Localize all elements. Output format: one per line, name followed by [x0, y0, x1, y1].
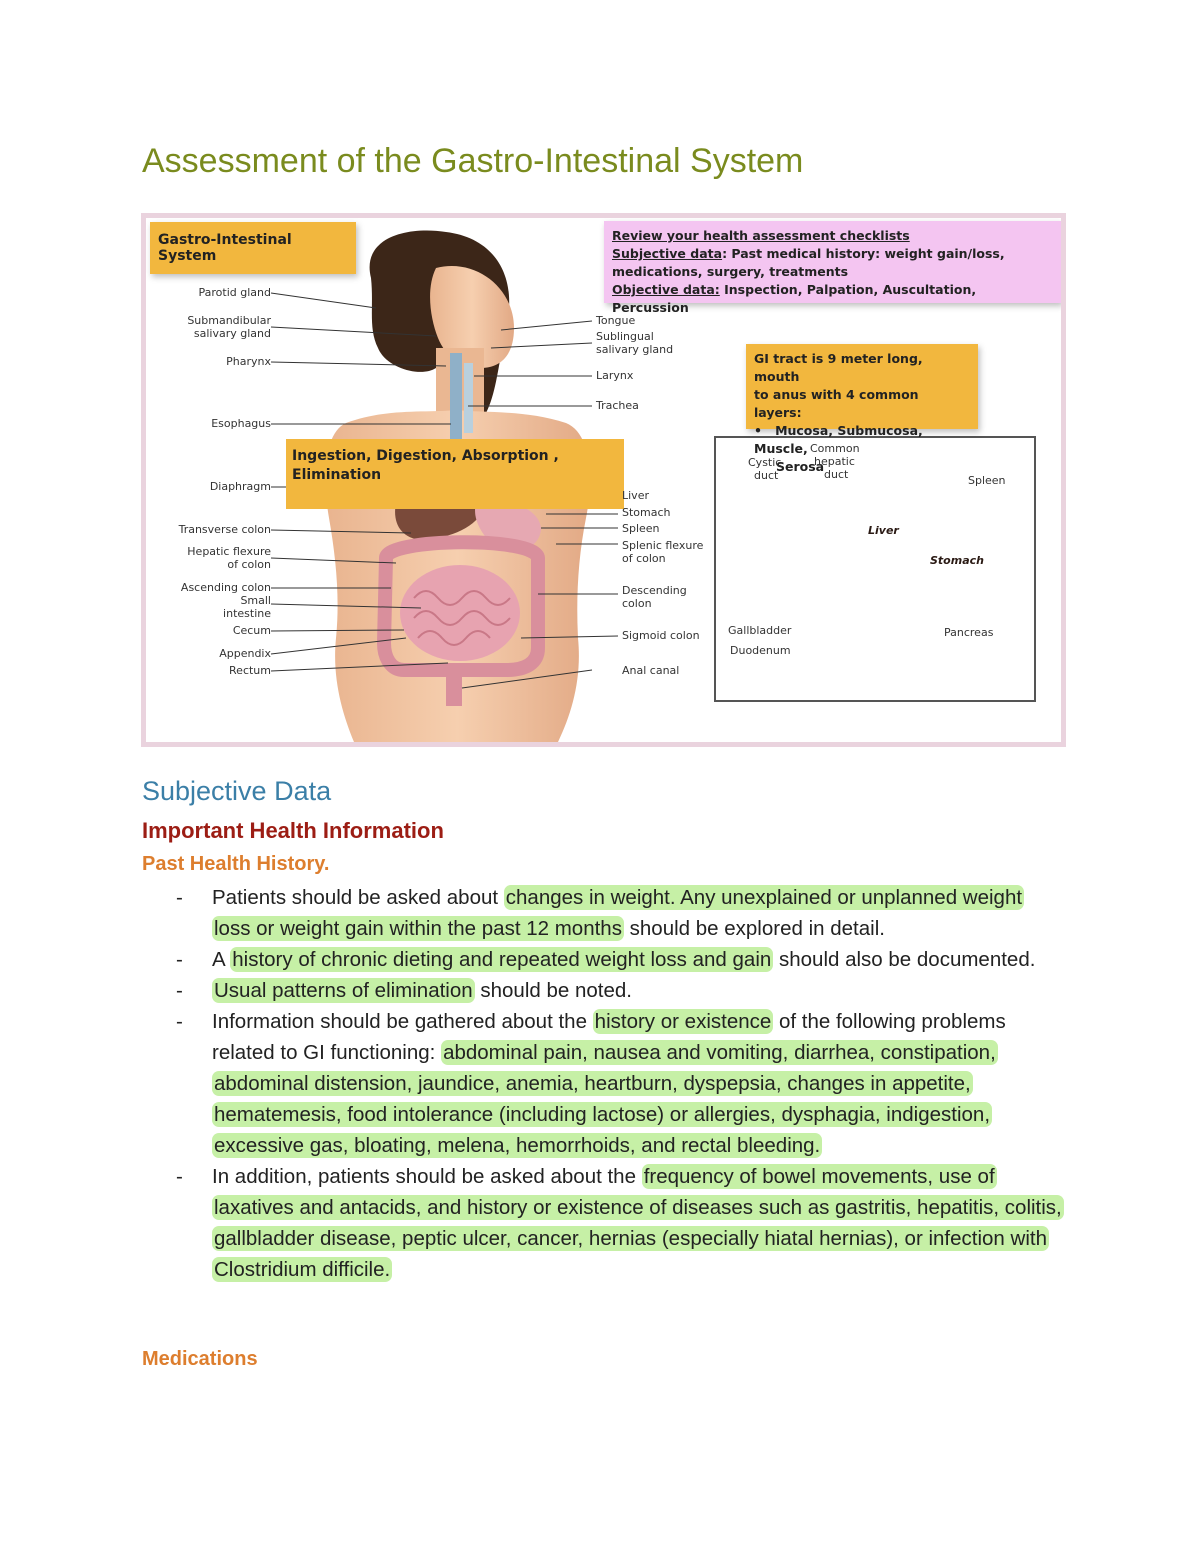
past-history-list	[142, 882, 1062, 1285]
label-sublingual-2: salivary gland	[596, 343, 674, 356]
bullet-dash: -	[176, 1165, 183, 1188]
label-cecum: Cecum	[232, 624, 271, 637]
label-hepatic-flexure-2: of colon	[227, 558, 271, 571]
review-subjective-label: Subjective data	[612, 246, 723, 261]
review-line-3: medications, surgery, treatments	[612, 264, 849, 279]
trachea-shape	[464, 363, 473, 433]
list-item	[142, 1161, 1062, 1285]
label-spleen: Spleen	[622, 522, 660, 535]
label-parotid: Parotid gland	[198, 286, 271, 299]
list-item	[142, 882, 1062, 944]
bullet-dash: -	[176, 886, 183, 909]
label-cystic-duct-2: duct	[754, 469, 779, 482]
review-objective-text: Inspection, Palpation, Auscultation, Percussion	[612, 282, 977, 315]
label-ascending-colon: Ascending colon	[180, 581, 271, 594]
review-subjective-text: : Past medical history: weight gain/loss,	[722, 246, 1005, 261]
highlight: history of chronic dieting and repeated weight loss and gain	[232, 948, 772, 971]
gi-line-3: Mucosa, Submucosa, Muscle,	[754, 423, 923, 456]
label-rectum: Rectum	[229, 664, 271, 677]
gi-bullet: •	[754, 423, 762, 438]
ingestion-line-1: Ingestion, Digestion, Absorption ,	[292, 448, 559, 464]
highlight: changes in weight. Any unexplained or unplanned weight loss or weight gain within the past 12 months	[214, 886, 1023, 940]
label-submandibular-2: salivary gland	[193, 327, 271, 340]
ingestion-box	[286, 439, 624, 509]
figure-canvas	[146, 218, 1061, 742]
label-hepatic-flexure-1: Hepatic flexure	[187, 545, 271, 558]
gi-system-figure	[141, 213, 1066, 747]
medications-heading: Medications	[142, 1348, 258, 1370]
bullet-text: Information should be gathered about the	[212, 1010, 593, 1033]
label-larynx: Larynx	[596, 369, 634, 382]
bullet-dash: -	[176, 948, 183, 971]
bullet-text: should be explored in detail.	[623, 917, 885, 940]
gi-line-4: Serosa	[776, 459, 825, 474]
bullet-text: In addition, patients should be asked about the	[212, 1165, 642, 1188]
list-item	[142, 975, 1062, 1006]
label-stomach: Stomach	[622, 506, 671, 519]
highlight: history or existence	[594, 1010, 772, 1033]
label-diaphragm: Diaphragm	[209, 480, 271, 493]
label-descending-1: Descending	[622, 584, 687, 597]
gi-line-2: to anus with 4 common layers:	[754, 387, 919, 420]
label-submandibular-1: Submandibular	[187, 314, 271, 327]
label-sublingual-1: Sublingual	[596, 330, 654, 343]
list-item	[142, 1006, 1062, 1161]
label-detail-pancreas: Pancreas	[944, 626, 994, 639]
label-small-intestine-2: intestine	[223, 607, 271, 620]
label-esophagus: Esophagus	[211, 417, 271, 430]
review-objective-label: Objective data:	[612, 282, 720, 297]
bullet-dash: -	[176, 1010, 183, 1033]
label-transverse-colon: Transverse colon	[178, 523, 271, 536]
subjective-data-heading: Subjective Data	[142, 776, 332, 806]
label-splenic-flexure-1: Splenic flexure	[622, 539, 704, 552]
bullet-dash: -	[176, 979, 183, 1002]
important-health-info-heading: Important Health Information	[142, 818, 444, 843]
label-detail-stomach: Stomach	[930, 554, 984, 567]
label-detail-gallbladder: Gallbladder	[728, 624, 792, 637]
bullet-text: should be noted.	[474, 979, 632, 1002]
label-detail-liver: Liver	[868, 524, 899, 537]
label-pharynx: Pharynx	[226, 355, 271, 368]
label-cystic-duct-1: Cystic	[748, 456, 782, 469]
review-checklist-box	[604, 221, 1061, 315]
label-common-hepatic-1: Common	[810, 442, 860, 455]
figure-title-box: Gastro-Intestinal System	[150, 222, 356, 274]
label-detail-duodenum: Duodenum	[730, 644, 791, 657]
label-appendix: Appendix	[219, 647, 271, 660]
bullet-text: A	[212, 948, 231, 971]
label-detail-spleen: Spleen	[968, 474, 1006, 487]
label-common-hepatic-3: duct	[824, 468, 849, 481]
past-health-history-heading: Past Health History.	[142, 853, 330, 875]
list-item	[142, 944, 1062, 975]
review-line-1: Review your health assessment checklists	[612, 228, 910, 243]
bullet-text: of the following problems related to GI functioning:	[212, 1010, 1006, 1064]
ingestion-line-2: Elimination	[292, 467, 382, 483]
label-common-hepatic-2: hepatic	[814, 455, 855, 468]
page-title: Assessment of the Gastro-Intestinal System	[142, 142, 804, 180]
bullet-text: should also be documented.	[773, 948, 1036, 971]
label-splenic-flexure-2: of colon	[622, 552, 666, 565]
rectum-shape	[446, 670, 462, 706]
highlight: Usual patterns of elimination	[214, 979, 473, 1002]
label-small-intestine-1: Small	[240, 594, 271, 607]
label-anal-canal: Anal canal	[622, 664, 680, 677]
highlight: abdominal pain, nausea and vomiting, diarrhea, constipation, abdominal distension, jaundice, anemia, heartburn, dyspepsia, changes in appetite, hematemesis, food intolerance (including lactose) or allergies, dysphagia, indigestion, excessive gas, bloating, melena, hemorrhoids, and rectal bleeding.	[214, 1041, 996, 1157]
label-descending-2: colon	[622, 597, 652, 610]
highlight: frequency of bowel movements, use of laxatives and antacids, and history or existence of diseases such as gastritis, hepatitis, colitis, gallbladder disease, peptic ulcer, cancer, hernias (especially hiatal hernias), or infection with Clostridium difficile.	[214, 1165, 1062, 1281]
label-trachea: Trachea	[596, 399, 639, 412]
label-tongue: Tongue	[596, 314, 636, 327]
gi-line-1: GI tract is 9 meter long, mouth	[754, 351, 923, 384]
bullet-text: Patients should be asked about	[212, 886, 504, 909]
label-liver: Liver	[622, 489, 649, 502]
label-sigmoid: Sigmoid colon	[622, 629, 700, 642]
